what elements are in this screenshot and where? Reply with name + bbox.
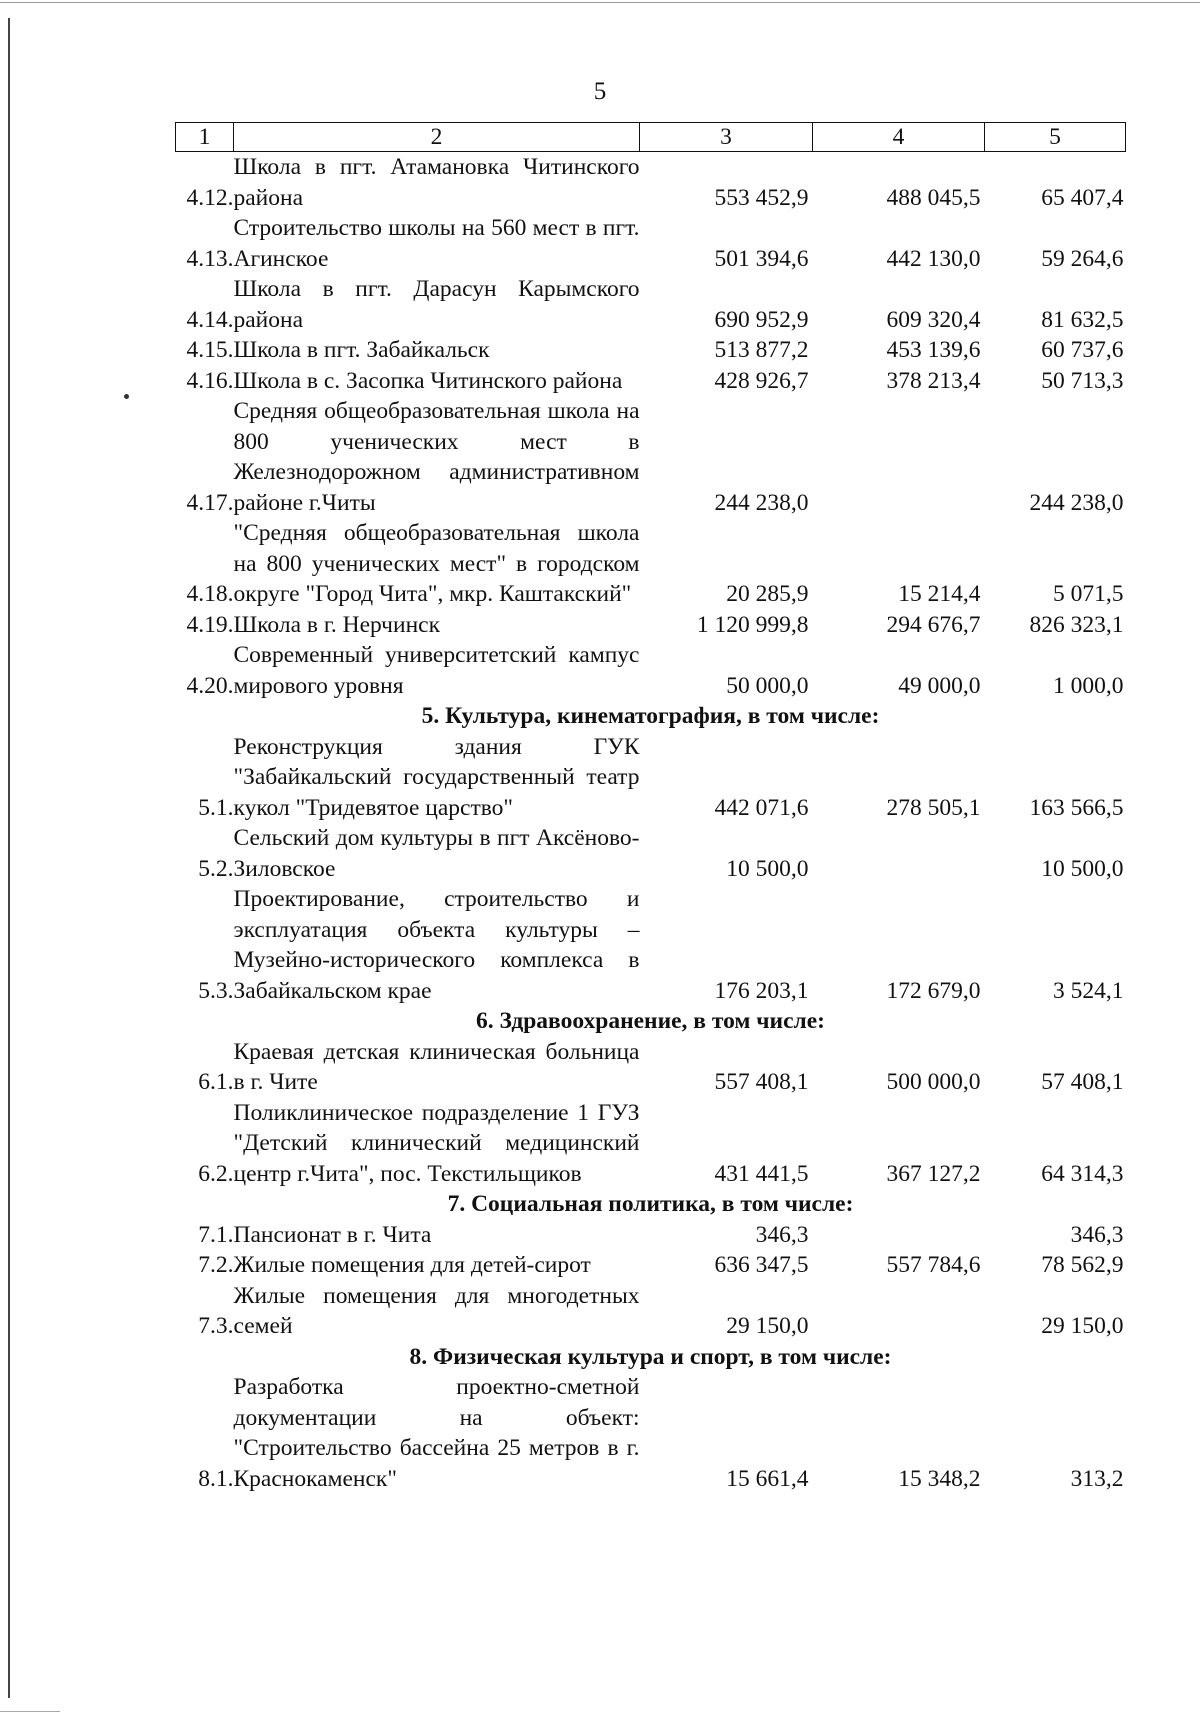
section-heading-row	[176, 1342, 1126, 1373]
item-name: Школа в г. Нерчинск	[233, 611, 440, 638]
item-name: Школа в пгт. Атамановка Читинского района	[233, 154, 640, 211]
value-column-3: 428 926,7	[714, 367, 809, 394]
item-number: 4.13.	[186, 245, 234, 272]
table-row	[176, 1250, 1126, 1281]
value-column-4	[813, 1281, 985, 1342]
item-number: 7.1.	[198, 1221, 234, 1248]
item-number: 4.19.	[186, 611, 234, 638]
section-heading: 7. Социальная политика, в том числе:	[447, 1191, 854, 1217]
table-row	[176, 213, 1126, 274]
item-name: Краевая детская клиническая больница в г. Чите	[233, 1038, 640, 1095]
item-name: Пансионат в г. Чита	[233, 1221, 432, 1248]
section-heading-row	[176, 1006, 1126, 1037]
item-number: 4.14.	[186, 306, 234, 333]
item-number: 4.18.	[186, 581, 234, 607]
item-number: 8.1.	[198, 1465, 234, 1492]
value-column-5: 346,3	[1070, 1221, 1124, 1248]
value-column-3: 636 347,5	[714, 1252, 809, 1278]
value-column-4: 172 679,0	[886, 977, 981, 1004]
table-row	[176, 884, 1126, 1006]
item-name: Строительство школы на 560 мест в пгт. Агинское	[233, 215, 640, 272]
value-column-5: 65 407,4	[1041, 184, 1124, 211]
value-column-3: 50 000,0	[726, 672, 809, 699]
item-number: 7.2.	[198, 1252, 234, 1278]
item-name: Школа в с. Засопка Читинского района	[233, 367, 623, 394]
item-number: 5.2.	[198, 855, 234, 882]
item-number: 5.3.	[198, 977, 234, 1004]
value-column-4: 15 214,4	[898, 581, 981, 607]
value-column-5: 59 264,6	[1041, 245, 1124, 272]
value-column-4	[813, 823, 985, 884]
table-row	[176, 396, 1126, 518]
table-row	[176, 274, 1126, 335]
section-heading-row	[176, 1189, 1126, 1220]
scan-edge-top	[0, 2, 1200, 3]
objects-table	[175, 122, 1126, 1494]
value-column-5: 10 500,0	[1041, 855, 1124, 882]
item-name: Жилые помещения для многодетных семей	[233, 1282, 640, 1339]
table-row	[176, 1220, 1126, 1251]
value-column-5: 244 238,0	[1029, 489, 1124, 516]
value-column-5: 64 314,3	[1041, 1160, 1124, 1187]
page-number	[0, 78, 1200, 106]
item-name: Реконструкция здания ГУК "Забайкальский государственный театр кукол "Тридевятое царство"	[233, 733, 640, 821]
table-row	[176, 1037, 1126, 1098]
item-name: Школа в пгт. Забайкальск	[233, 337, 490, 363]
value-column-4: 488 045,5	[886, 184, 981, 211]
value-column-4: 15 348,2	[898, 1465, 981, 1492]
value-column-5: 313,2	[1070, 1465, 1124, 1492]
item-number: 6.2.	[198, 1160, 234, 1187]
value-column-4: 557 784,6	[886, 1252, 981, 1278]
section-heading: 8. Физическая культура и спорт, в том числе:	[409, 1343, 892, 1370]
value-column-5: 3 524,1	[1053, 977, 1124, 1004]
item-name: Школа в пгт. Дарасун Карымского района	[233, 276, 640, 333]
section-heading-row	[176, 701, 1126, 732]
table-row	[176, 640, 1126, 701]
item-number: 4.15.	[186, 337, 234, 363]
value-column-3: 442 071,6	[714, 794, 809, 821]
table-row	[176, 335, 1126, 366]
table-row	[176, 1098, 1126, 1190]
value-column-4: 367 127,2	[886, 1160, 981, 1187]
value-column-3: 431 441,5	[714, 1160, 809, 1187]
value-column-5: 1 000,0	[1053, 672, 1124, 699]
page-number-text: 5	[593, 78, 607, 105]
value-column-5: 81 632,5	[1041, 306, 1124, 333]
column-number-3: 3	[640, 123, 813, 152]
value-column-5: 60 737,6	[1041, 337, 1124, 363]
value-column-4: 378 213,4	[886, 367, 981, 394]
column-number-1: 1	[176, 123, 234, 152]
value-column-3: 244 238,0	[714, 489, 809, 516]
section-heading: 6. Здравоохранение, в том числе:	[476, 1008, 825, 1034]
value-column-3: 346,3	[755, 1221, 809, 1248]
table-row	[176, 610, 1126, 641]
value-column-4	[813, 1220, 985, 1251]
item-number: 7.3.	[198, 1313, 234, 1339]
value-column-5: 57 408,1	[1041, 1069, 1124, 1095]
value-column-3: 553 452,9	[714, 184, 809, 211]
value-column-4: 49 000,0	[898, 672, 981, 699]
value-column-4: 294 676,7	[886, 611, 981, 638]
scan-edge-bottom	[0, 1711, 60, 1712]
value-column-4: 500 000,0	[886, 1069, 981, 1095]
value-column-5: 826 323,1	[1029, 611, 1124, 638]
table-row	[176, 732, 1126, 824]
table-body	[176, 152, 1126, 1495]
item-number: 4.20.	[186, 672, 234, 699]
item-name: Разработка проектно-сметной документации на объект: "Строительство бассейна 25 метров в г. Краснокаменск"	[233, 1374, 640, 1492]
item-name: Поликлиническое подразделение 1 ГУЗ "Детский клинический медицинский центр г.Чита", пос. Текстильщиков	[233, 1099, 640, 1187]
value-column-3: 501 394,6	[714, 245, 809, 272]
table-row	[176, 518, 1126, 610]
value-column-3: 513 877,2	[714, 337, 809, 363]
item-name: Современный университетский кампус мирового уровня	[233, 642, 640, 699]
table-row	[176, 366, 1126, 397]
column-number-2: 2	[234, 123, 640, 152]
value-column-5: 50 713,3	[1041, 367, 1124, 394]
item-number: 4.12.	[186, 184, 234, 211]
column-number-row	[176, 123, 1126, 152]
column-number-5: 5	[985, 123, 1126, 152]
value-column-4: 442 130,0	[886, 245, 981, 272]
value-column-3: 10 500,0	[726, 855, 809, 882]
item-name: Сельский дом культуры в пгт Аксёново-Зиловское	[233, 825, 640, 882]
value-column-3: 557 408,1	[714, 1069, 809, 1095]
value-column-3: 690 952,9	[714, 306, 809, 333]
value-column-4: 609 320,4	[886, 306, 981, 333]
value-column-3: 176 203,1	[714, 977, 809, 1004]
value-column-5: 78 562,9	[1041, 1252, 1124, 1278]
value-column-3: 15 661,4	[726, 1465, 809, 1492]
item-name: "Средняя общеобразовательная школа на 800 ученических мест" в городском округе "Город Чита", мкр. Каштакский"	[233, 520, 640, 607]
table-row	[176, 823, 1126, 884]
scan-speck	[124, 394, 129, 399]
scan-edge-left	[8, 18, 10, 1698]
item-number: 4.17.	[186, 489, 234, 516]
item-number: 4.16.	[186, 367, 234, 394]
value-column-4: 278 505,1	[886, 794, 981, 821]
item-name: Жилые помещения для детей-сирот	[233, 1252, 591, 1278]
item-number: 6.1.	[198, 1069, 234, 1095]
item-number: 5.1.	[198, 794, 234, 821]
value-column-5: 5 071,5	[1053, 581, 1124, 607]
value-column-4: 453 139,6	[886, 337, 981, 363]
column-number-4: 4	[813, 123, 985, 152]
table-row	[176, 1372, 1126, 1494]
item-name: Средняя общеобразовательная школа на 800 ученических мест в Железнодорожном административном районе г.Читы	[233, 398, 640, 516]
value-column-4	[813, 396, 985, 518]
item-name: Проектирование, строительство и эксплуатация объекта культуры – Музейно-исторического комплекса в Забайкальском крае	[233, 886, 640, 1004]
value-column-5: 29 150,0	[1041, 1313, 1124, 1339]
value-column-3: 1 120 999,8	[696, 611, 809, 638]
value-column-5: 163 566,5	[1029, 794, 1124, 821]
value-column-3: 29 150,0	[726, 1313, 809, 1339]
value-column-3: 20 285,9	[726, 581, 809, 607]
section-heading: 5. Культура, кинематография, в том числе:	[421, 703, 880, 729]
table-row	[176, 1281, 1126, 1342]
table-row	[176, 152, 1126, 214]
